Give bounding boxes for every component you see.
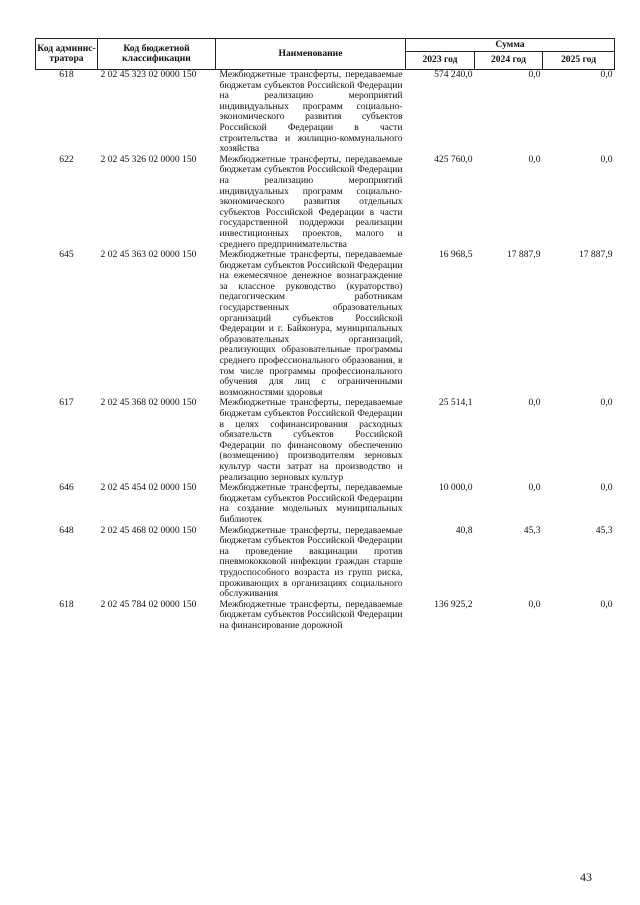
sum-2024-cell: 0,0 (528, 397, 541, 409)
sum-2023-cell: 40,8 (455, 524, 473, 536)
sum-2024-cell: 0,0 (528, 482, 541, 494)
document-page (35, 38, 614, 631)
sum-2023-cell: 10 000,0 (438, 482, 473, 494)
table-header (36, 39, 615, 70)
table-row (36, 250, 615, 398)
budget-code-cell: 2 02 45 363 02 0000 150 (100, 249, 197, 261)
header-name: Наименование (216, 39, 406, 70)
name-cell: Межбюджетные трансферты, передаваемые бюджетам субъектов Российской Федерации на реализацию мероприятий индивидуальных программ социально-экономического развития отдельных субъектов Российской Федерации в части государственной поддержки реализации инвестиционных проектов, малого и среднего предпринимательства (219, 153, 403, 250)
sum-2023-cell: 136 925,2 (434, 598, 473, 610)
header-year-2024: 2024 год (475, 52, 543, 70)
header-year-2025: 2025 год (543, 52, 615, 70)
sum-2024-cell: 45,3 (523, 524, 541, 536)
budget-code-cell: 2 02 45 326 02 0000 150 (100, 153, 197, 165)
table-body (36, 70, 615, 632)
sum-2025-cell: 0,0 (600, 482, 613, 494)
table-row (36, 483, 615, 525)
sum-2023-cell: 574 240,0 (434, 69, 473, 80)
name-cell: Межбюджетные трансферты, передаваемые бюджетам субъектов Российской Федерации на создание модельных муниципальных библиотек (219, 482, 403, 525)
sum-2024-cell: 0,0 (528, 153, 541, 165)
header-sum: Сумма (406, 39, 615, 52)
table-row (36, 398, 615, 483)
header-admin-code: Код админис-тратора (36, 39, 98, 70)
name-cell: Межбюджетные трансферты, передаваемые бюджетам субъектов Российской Федерации на реализацию мероприятий индивидуальных программ социально-экономического развития субъектов Российской Федерации в части строительства и жилищно-коммунального хозяйства (219, 69, 403, 155)
sum-2024-cell: 0,0 (528, 69, 541, 80)
admin-code-cell: 622 (59, 153, 74, 165)
table-row (36, 526, 615, 600)
budget-code-cell: 2 02 45 784 02 0000 150 (100, 598, 197, 610)
budget-code-cell: 2 02 45 468 02 0000 150 (100, 524, 197, 536)
name-cell: Межбюджетные трансферты, передаваемые бюджетам субъектов Российской Федерации на проведение вакцинации против пневмококковой инфекции граждан старше трудоспособного возраста из групп риска, проживающих в организациях социального обслуживания (219, 524, 403, 600)
header-year-2023: 2023 год (406, 52, 475, 70)
admin-code-cell: 645 (59, 249, 74, 261)
header-budget-code: Код бюджетной классификации (98, 39, 216, 70)
admin-code-cell: 618 (59, 598, 74, 610)
sum-2024-cell: 17 887,9 (506, 249, 541, 261)
budget-code-cell: 2 02 45 454 02 0000 150 (100, 482, 197, 494)
admin-code-cell: 646 (59, 482, 74, 494)
name-cell: Межбюджетные трансферты, передаваемые бюджетам субъектов Российской Федерации в целях софинансирования расходных обязательств субъектов Российской Федерации по финансовому обеспечению (возмещению) производителям зерновых культур части затрат на производство и реализацию зерновых культур (219, 397, 403, 483)
sum-2025-cell: 0,0 (600, 153, 613, 165)
name-cell: Межбюджетные трансферты, передаваемые бюджетам субъектов Российской Федерации на финансирование дорожной (219, 598, 403, 631)
budget-table (35, 38, 615, 631)
sum-2024-cell: 0,0 (528, 598, 541, 610)
budget-code-cell: 2 02 45 323 02 0000 150 (100, 69, 197, 80)
admin-code-cell: 648 (59, 524, 74, 536)
table-row (36, 70, 615, 155)
table-row (36, 600, 615, 632)
admin-code-cell: 617 (59, 397, 74, 409)
sum-2025-cell: 0,0 (600, 598, 613, 610)
sum-2023-cell: 25 514,1 (438, 397, 473, 409)
name-cell: Межбюджетные трансферты, передаваемые бюджетам субъектов Российской Федерации на ежемесячное денежное вознаграждение за классное руководство (кураторство) педагогическим работникам государственных образовательных организаций субъектов Российской Федерации и г. Байконура, муниципальных образовательных организаций, реализующих образовательные программы среднего профессионального образования, в том числе программы профессионального обучения для лиц с ограниченными возможностями здоровья (219, 249, 403, 398)
sum-2025-cell: 17 887,9 (578, 249, 613, 261)
sum-2023-cell: 16 968,5 (438, 249, 473, 261)
budget-code-cell: 2 02 45 368 02 0000 150 (100, 397, 197, 409)
sum-2025-cell: 0,0 (600, 397, 613, 409)
sum-2023-cell: 425 760,0 (434, 153, 473, 165)
admin-code-cell: 618 (59, 69, 74, 80)
table-row (36, 155, 615, 250)
sum-2025-cell: 0,0 (600, 69, 613, 80)
sum-2025-cell: 45,3 (595, 524, 613, 536)
page-number: 43 (580, 870, 592, 884)
